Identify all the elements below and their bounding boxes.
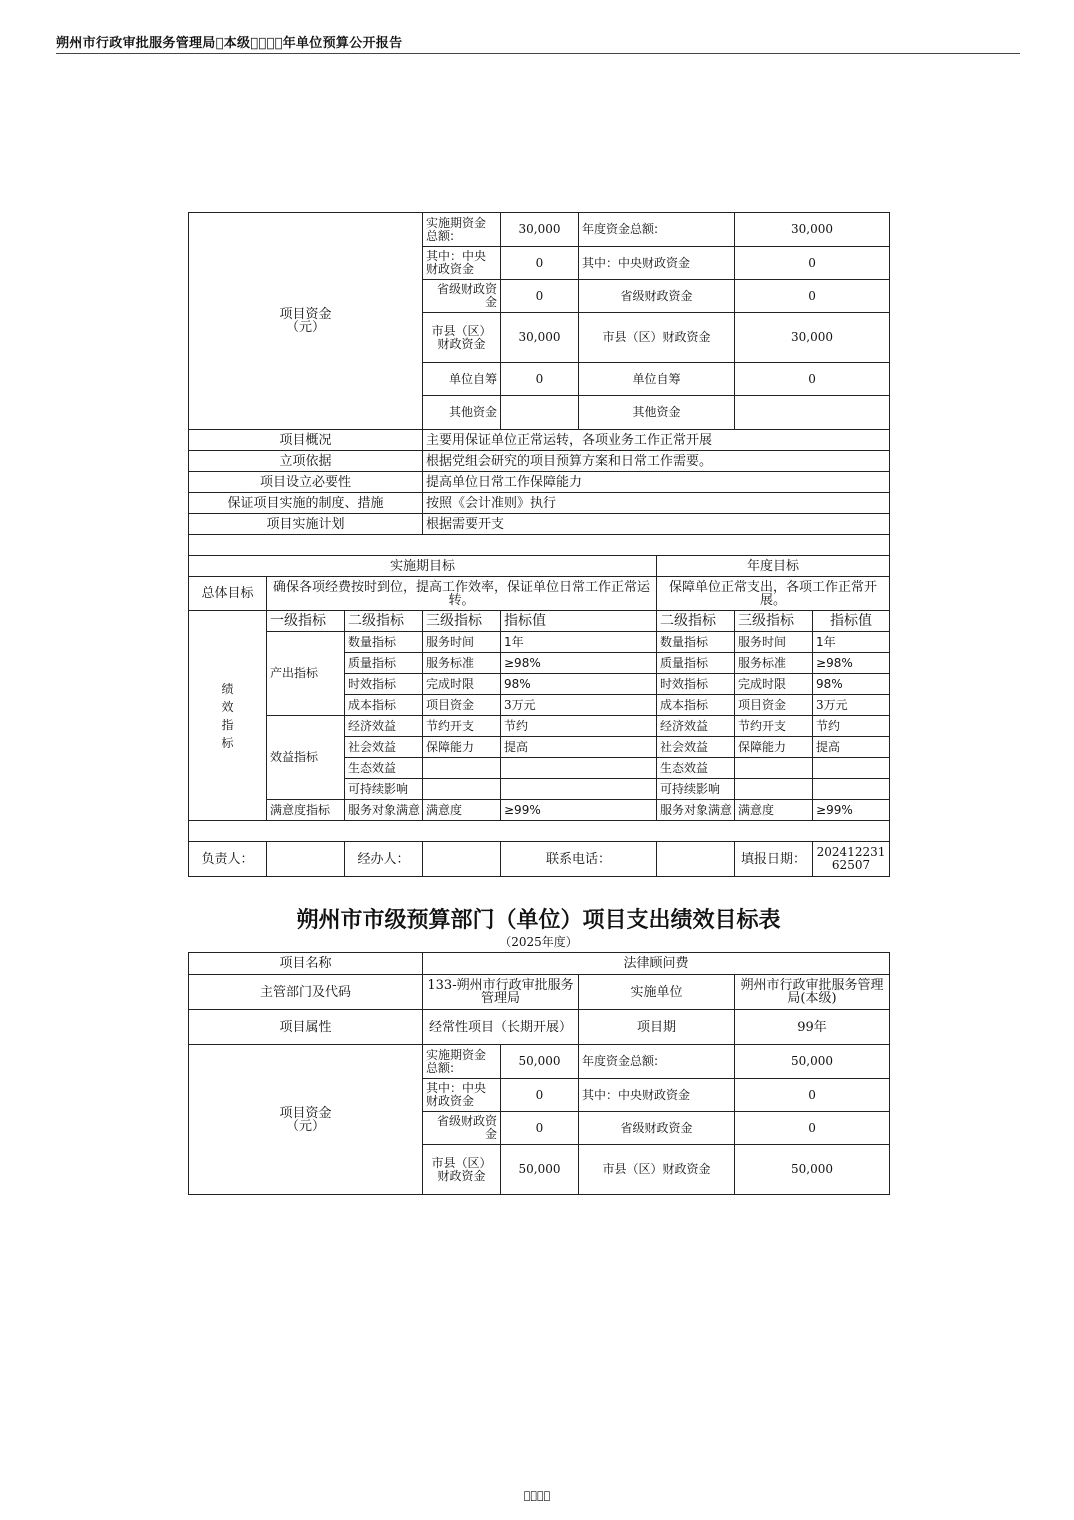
ind-y2: 服务对象满意 (657, 800, 735, 821)
ind-y3: 节约开支 (735, 716, 813, 737)
ind-l3 (423, 758, 501, 779)
sign-date-value: 20241223162507 (813, 842, 890, 877)
year-fund-key-county: 市县（区）财政资金 (579, 313, 735, 363)
info-label-overview: 项目概况 (189, 430, 423, 451)
dept-value: 133-朔州市行政审批服务管理局 (423, 975, 579, 1010)
year-fund-value-self: 0 (735, 363, 890, 396)
info-value-necessity: 提高单位日常工作保障能力 (423, 472, 890, 493)
period-value: 99年 (735, 1010, 890, 1045)
fund-value-county: 50,000 (501, 1145, 579, 1195)
ind-l2: 时效指标 (345, 674, 423, 695)
ind-y2: 生态效益 (657, 758, 735, 779)
target-impl-header: 实施期目标 (189, 556, 657, 577)
ind-l2: 数量指标 (345, 632, 423, 653)
ind-y2: 数量指标 (657, 632, 735, 653)
attr-value: 经常性项目（长期开展） (423, 1010, 579, 1045)
fund-key-central: 其中：中央财政资金 (423, 247, 501, 280)
page-number:      (523, 1489, 551, 1502)
blank-row (189, 821, 890, 842)
ind-l3: 节约开支 (423, 716, 501, 737)
sign-date-label: 填报日期： (735, 842, 813, 877)
form-year: （2025年度） (499, 935, 578, 949)
ind-l3: 满意度 (423, 800, 501, 821)
ind-l2: 服务对象满意 (345, 800, 423, 821)
fund-value-county: 30,000 (501, 313, 579, 363)
year-fund-value-total: 30,000 (735, 213, 890, 247)
fund-label: 项目资金 (279, 1105, 332, 1121)
fund-key-province: 省级财政资金 (423, 1112, 501, 1145)
fund-label: 项目资金 (279, 307, 332, 322)
ind-y2: 经济效益 (657, 716, 735, 737)
sign-owner-label: 负责人： (189, 842, 267, 877)
col-yval: 指标值 (813, 611, 890, 632)
ind-y2: 成本指标 (657, 695, 735, 716)
fund-key-other: 其他资金 (423, 396, 501, 430)
fund-key-total: 实施期资金总额: (423, 213, 501, 247)
ind-value: 3万元 (501, 695, 657, 716)
performance-table-legal-fee (188, 952, 890, 1195)
sign-handler-value (423, 842, 501, 877)
ind-value (501, 779, 657, 800)
year-fund-key-other: 其他资金 (579, 396, 735, 430)
fund-key-total: 实施期资金总额: (423, 1045, 501, 1079)
group-output: 产出指标 (267, 632, 345, 716)
ind-y3 (735, 779, 813, 800)
sign-phone-value (657, 842, 735, 877)
ind-yvalue: 节约 (813, 716, 890, 737)
fund-key-province: 省级财政资金 (423, 280, 501, 313)
ind-l3 (423, 779, 501, 800)
year-fund-key-province: 省级财政资金 (579, 1112, 735, 1145)
ind-l3: 完成时限 (423, 674, 501, 695)
year-fund-value-county: 30,000 (735, 313, 890, 363)
name-label: 项目名称 (189, 953, 423, 975)
col-y3: 三级指标 (735, 611, 813, 632)
fund-key-county: 市县（区）财政资金 (423, 1145, 501, 1195)
fund-value-central: 0 (501, 1079, 579, 1112)
info-label-plan: 项目实施计划 (189, 514, 423, 535)
fund-value-self: 0 (501, 363, 579, 396)
attr-label: 项目属性 (189, 1010, 423, 1045)
ind-y3: 项目资金 (735, 695, 813, 716)
period-label: 项目期 (579, 1010, 735, 1045)
ind-yvalue: 3万元 (813, 695, 890, 716)
perf-label-cell (189, 611, 267, 821)
overall-target-impl: 确保各项经费按时到位，提高工作效率，保证单位日常工作正常运转。 (267, 577, 657, 611)
year-fund-key-county: 市县（区）财政资金 (579, 1145, 735, 1195)
overall-target-year: 保障单位正常支出，各项工作正常开展。 (657, 577, 890, 611)
form-title: 朔州市市级预算部门（单位）项目支出绩效目标表 (296, 908, 781, 933)
year-fund-key-total: 年度资金总额: (579, 1045, 735, 1079)
year-fund-key-province: 省级财政资金 (579, 280, 735, 313)
sign-handler-label: 经办人： (345, 842, 423, 877)
fund-label-cell-2 (189, 1045, 423, 1195)
ind-y2: 社会效益 (657, 737, 735, 758)
sign-owner-value (267, 842, 345, 877)
info-value-plan: 根据需要开支 (423, 514, 890, 535)
year-fund-value-total: 50,000 (735, 1045, 890, 1079)
year-fund-value-central: 0 (735, 247, 890, 280)
info-label-necessity: 项目设立必要性 (189, 472, 423, 493)
ind-l2: 质量指标 (345, 653, 423, 674)
info-label-measures: 保证项目实施的制度、措施 (189, 493, 423, 514)
ind-y2: 时效指标 (657, 674, 735, 695)
dept-label: 主管部门及代码 (189, 975, 423, 1010)
col-y2: 二级指标 (657, 611, 735, 632)
fund-unit: （元） (285, 1118, 325, 1134)
ind-y3: 完成时限 (735, 674, 813, 695)
ind-l3: 项目资金 (423, 695, 501, 716)
col-l3: 三级指标 (423, 611, 501, 632)
ind-yvalue: 提高 (813, 737, 890, 758)
fund-key-central: 其中：中央财政资金 (423, 1079, 501, 1112)
header-divider (56, 53, 1020, 54)
year-fund-value-other (735, 396, 890, 430)
ind-y2: 质量指标 (657, 653, 735, 674)
ind-value (501, 758, 657, 779)
target-year-header: 年度目标 (657, 556, 890, 577)
ind-yvalue (813, 779, 890, 800)
ind-y3: 满意度 (735, 800, 813, 821)
name-value: 法律顾问费 (423, 953, 890, 975)
ind-y3: 服务标准 (735, 653, 813, 674)
year-fund-key-central: 其中：中央财政资金 (579, 1079, 735, 1112)
year-fund-key-total: 年度资金总额: (579, 213, 735, 247)
info-value-measures: 按照《会计准则》执行 (423, 493, 890, 514)
overall-target-label: 总体目标 (189, 577, 267, 611)
ind-y2: 可持续影响 (657, 779, 735, 800)
impl-label: 实施单位 (579, 975, 735, 1010)
ind-value: ≥98% (501, 653, 657, 674)
year-fund-key-self: 单位自筹 (579, 363, 735, 396)
fund-value-province: 0 (501, 1112, 579, 1145)
fund-unit: （元） (285, 320, 325, 335)
fund-key-self: 单位自筹 (423, 363, 501, 396)
year-fund-key-central: 其中：中央财政资金 (579, 247, 735, 280)
ind-value: 98% (501, 674, 657, 695)
group-benefit: 效益指标 (267, 716, 345, 800)
blank-row (189, 535, 890, 556)
perf-label: 绩效指标 (221, 681, 234, 750)
impl-value: 朔州市行政审批服务管理局(本级) (735, 975, 890, 1010)
col-l1: 一级指标 (267, 611, 345, 632)
year-fund-value-province: 0 (735, 280, 890, 313)
info-value-basis: 根据党组会研究的项目预算方案和日常工作需要。 (423, 451, 890, 472)
ind-l2: 成本指标 (345, 695, 423, 716)
fund-value-total: 30,000 (501, 213, 579, 247)
fund-value-province: 0 (501, 280, 579, 313)
fund-key-county: 市县（区）财政资金 (423, 313, 501, 363)
ind-y3: 服务时间 (735, 632, 813, 653)
ind-yvalue (813, 758, 890, 779)
ind-l3: 服务时间 (423, 632, 501, 653)
ind-l2: 可持续影响 (345, 779, 423, 800)
ind-value: ≥99% (501, 800, 657, 821)
ind-l2: 社会效益 (345, 737, 423, 758)
group-satisfaction: 满意度指标 (267, 800, 345, 821)
ind-l2: 经济效益 (345, 716, 423, 737)
performance-table-continued (188, 212, 890, 877)
ind-yvalue: 1年 (813, 632, 890, 653)
col-l2: 二级指标 (345, 611, 423, 632)
info-label-basis: 立项依据 (189, 451, 423, 472)
fund-value-central: 0 (501, 247, 579, 280)
report-header-title: 朔州市行政审批服务管理局 本级    年单位预算公开报告 (56, 36, 403, 51)
year-fund-value-central: 0 (735, 1079, 890, 1112)
ind-l3: 保障能力 (423, 737, 501, 758)
ind-yvalue: ≥98% (813, 653, 890, 674)
ind-value: 1年 (501, 632, 657, 653)
info-value-overview: 主要用保证单位正常运转，各项业务工作正常开展 (423, 430, 890, 451)
year-fund-value-province: 0 (735, 1112, 890, 1145)
ind-value: 提高 (501, 737, 657, 758)
ind-yvalue: 98% (813, 674, 890, 695)
ind-value: 节约 (501, 716, 657, 737)
ind-y3 (735, 758, 813, 779)
col-val: 指标值 (501, 611, 657, 632)
fund-value-other (501, 396, 579, 430)
ind-yvalue: ≥99% (813, 800, 890, 821)
ind-y3: 保障能力 (735, 737, 813, 758)
fund-value-total: 50,000 (501, 1045, 579, 1079)
ind-l2: 生态效益 (345, 758, 423, 779)
fund-label-cell (189, 213, 423, 430)
year-fund-value-county: 50,000 (735, 1145, 890, 1195)
ind-l3: 服务标准 (423, 653, 501, 674)
sign-phone-label: 联系电话： (501, 842, 657, 877)
